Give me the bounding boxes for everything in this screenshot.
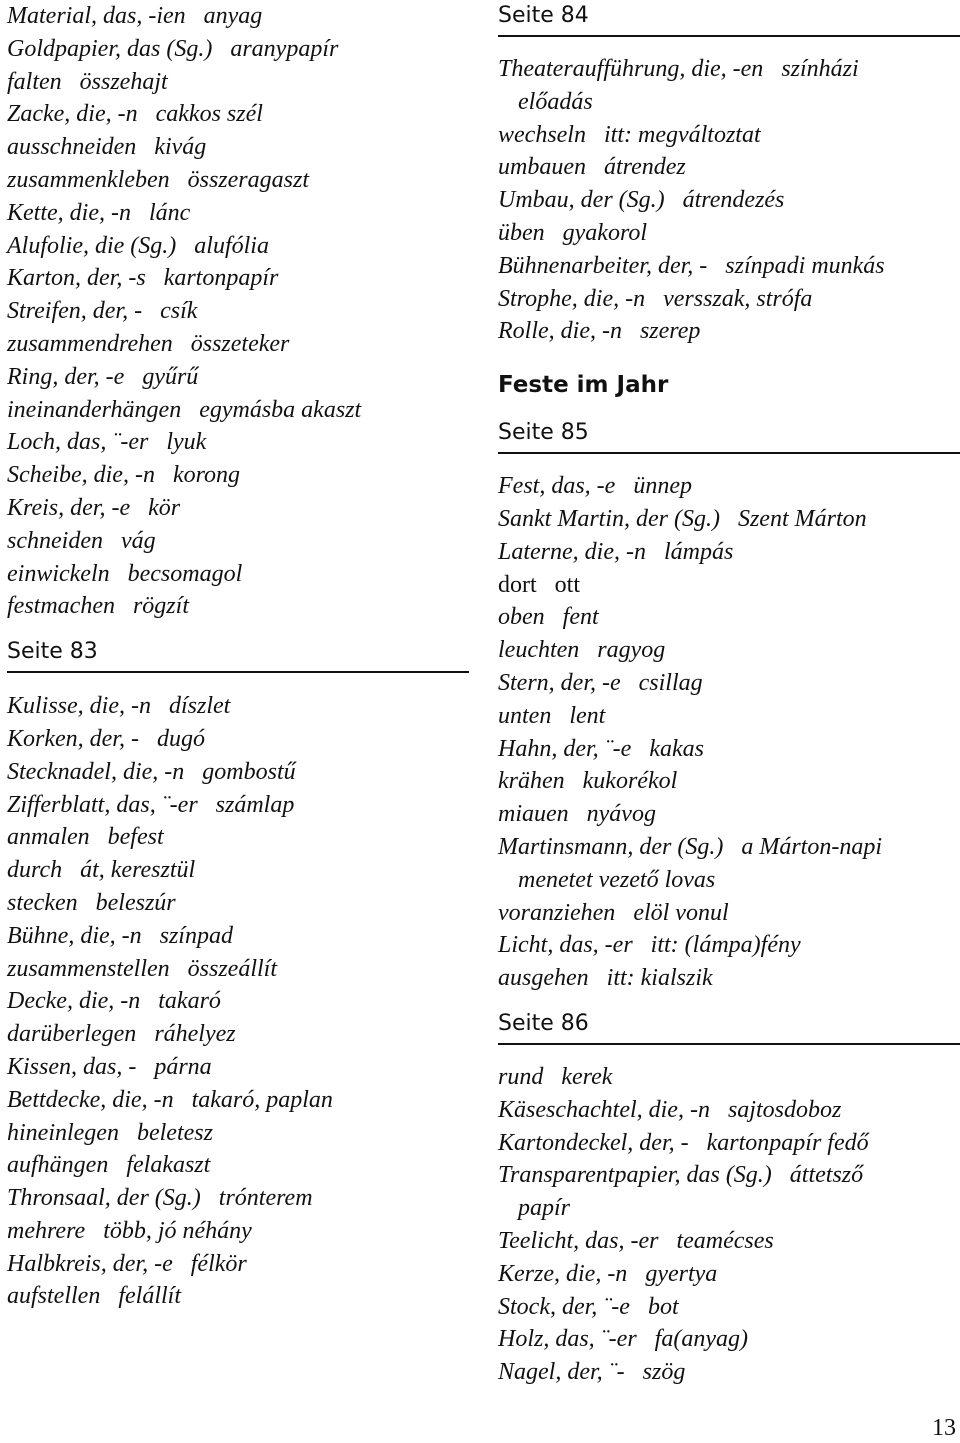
- vocab-entry: [498, 1258, 960, 1291]
- right-column: [498, 0, 960, 1389]
- german-term: rund: [498, 1063, 544, 1090]
- vocab-entry: [7, 1149, 469, 1182]
- vocab-entry: [7, 1248, 469, 1281]
- hungarian-translation: szerep: [639, 318, 701, 345]
- german-term: Streifen, der, -: [7, 298, 143, 325]
- vocab-entry: [7, 525, 469, 558]
- german-term: Kette, die, -n: [7, 199, 131, 226]
- german-term: Goldpapier, das (Sg.): [7, 35, 213, 62]
- hungarian-translation: beleszúr: [95, 889, 176, 916]
- vocab-entry: [498, 634, 960, 667]
- hungarian-translation: felállít: [118, 1283, 181, 1310]
- german-term: üben: [498, 219, 545, 246]
- german-term: zusammenkleben: [7, 166, 170, 193]
- hungarian-translation: rögzít: [132, 593, 189, 620]
- hungarian-translation: díszlet: [169, 693, 231, 720]
- german-term: Kartondeckel, der, -: [498, 1129, 689, 1156]
- hungarian-translation: itt: (lámpa)fény: [650, 932, 801, 959]
- hungarian-translation: összeállít: [187, 955, 277, 982]
- hungarian-translation: több, jó néhány: [103, 1217, 252, 1244]
- vocab-entry: [7, 854, 469, 887]
- german-term: Teelicht, das, -er: [498, 1227, 659, 1254]
- german-term: festmachen: [7, 593, 115, 620]
- german-term: darüberlegen: [7, 1021, 137, 1048]
- hungarian-translation: összeteker: [190, 330, 290, 357]
- hungarian-translation: át, keresztül: [80, 857, 196, 884]
- german-term: Sankt Martin, der (Sg.): [498, 505, 720, 532]
- german-term: Zacke, die, -n: [7, 101, 138, 128]
- hungarian-translation: kör: [148, 494, 181, 521]
- hungarian-translation: gyertya: [645, 1260, 718, 1287]
- left-column: [7, 0, 469, 1313]
- german-term: Theateraufführung, die, -en: [498, 56, 764, 82]
- vocab-entry: [7, 33, 469, 66]
- german-term: falten: [7, 68, 62, 95]
- hungarian-translation: teamécses: [676, 1227, 774, 1254]
- hungarian-translation: bot: [647, 1293, 679, 1320]
- german-term: Käseschachtel, die, -n: [498, 1096, 710, 1123]
- german-term: Halbkreis, der, -e: [7, 1250, 173, 1277]
- hungarian-translation: nyávog: [586, 801, 656, 828]
- hungarian-translation: korong: [172, 462, 241, 489]
- vocab-entry: [498, 1291, 960, 1324]
- vocab-entry: [7, 230, 469, 263]
- vocab-entry: [498, 503, 960, 536]
- hungarian-translation: kartonpapír fedő: [706, 1129, 869, 1156]
- hungarian-translation: versszak, strófa: [663, 285, 813, 312]
- vocab-entry: [7, 328, 469, 361]
- page-number: 13: [932, 1415, 956, 1441]
- hungarian-translation: aranypapír: [230, 35, 339, 62]
- vocab-entry: [498, 184, 960, 217]
- vocab-entry: [7, 690, 469, 723]
- hungarian-translation: csík: [160, 298, 198, 325]
- vocab-block: [498, 53, 960, 348]
- vocab-entry: [498, 1094, 960, 1127]
- german-term: Kulisse, die, -n: [7, 693, 151, 720]
- german-term: krähen: [498, 768, 565, 795]
- vocab-entry: [498, 217, 960, 250]
- vocab-entry: [7, 920, 469, 953]
- vocab-entry: [498, 601, 960, 634]
- vocab-entry: [7, 459, 469, 492]
- hungarian-translation: beletesz: [136, 1119, 213, 1146]
- german-term: Stock, der, ¨-e: [498, 1293, 630, 1320]
- german-term: Karton, der, -s: [7, 265, 146, 292]
- hungarian-translation: felakaszt: [126, 1152, 211, 1179]
- hungarian-translation: gyűrű: [142, 363, 199, 390]
- vocab-entry: [498, 1356, 960, 1389]
- vocab-entry: [7, 197, 469, 230]
- hungarian-translation: elöl vonul: [633, 899, 729, 926]
- german-term: miauen: [498, 801, 569, 828]
- vocab-entry: [7, 164, 469, 197]
- vocab-entry: [498, 250, 960, 283]
- german-term: Zifferblatt, das, ¨-er: [7, 791, 198, 818]
- vocab-entry: [498, 1061, 960, 1094]
- german-term: schneiden: [7, 527, 103, 554]
- german-term: mehrere: [7, 1217, 86, 1244]
- translation-continued: papír: [518, 1195, 571, 1222]
- german-term: Umbau, der (Sg.): [498, 187, 665, 214]
- vocab-entry: [7, 985, 469, 1018]
- vocab-entry: [498, 700, 960, 733]
- vocab-entry: [498, 765, 960, 798]
- vocab-entry: [498, 667, 960, 700]
- vocab-entry: [7, 953, 469, 986]
- hungarian-translation: kivág: [154, 134, 207, 161]
- hungarian-translation: ott: [554, 571, 581, 598]
- german-term: Stecknadel, die, -n: [7, 758, 185, 785]
- hungarian-translation: takaró, paplan: [191, 1086, 333, 1113]
- german-term: aufhängen: [7, 1152, 109, 1179]
- vocab-entry: [498, 315, 960, 348]
- german-term: umbauen: [498, 154, 586, 181]
- german-term: leuchten: [498, 637, 580, 664]
- hungarian-translation: számlap: [215, 791, 295, 818]
- vocab-entry: [7, 590, 469, 623]
- vocab-entry: [498, 119, 960, 152]
- hungarian-translation: egymásba akaszt: [199, 396, 362, 423]
- vocab-entry: [498, 1159, 960, 1192]
- german-term: Licht, das, -er: [498, 932, 633, 959]
- german-term: Rolle, die, -n: [498, 318, 622, 345]
- vocab-block: [498, 1061, 960, 1389]
- vocab-entry: [7, 558, 469, 591]
- vocab-entry: [498, 1192, 960, 1225]
- german-term: ausschneiden: [7, 134, 137, 161]
- vocab-entry: [7, 1084, 469, 1117]
- hungarian-translation: befest: [107, 824, 164, 851]
- vocab-entry: [498, 151, 960, 184]
- hungarian-translation: színpad: [159, 922, 233, 949]
- german-term: Laterne, die, -n: [498, 538, 646, 565]
- vocab-entry: [7, 262, 469, 295]
- hungarian-translation: párna: [154, 1053, 212, 1080]
- vocab-entry: [498, 1127, 960, 1160]
- vocab-entry: [498, 86, 960, 119]
- german-term: durch: [7, 857, 63, 884]
- german-term: Bühne, die, -n: [7, 922, 142, 949]
- vocab-entry: [7, 821, 469, 854]
- german-term: unten: [498, 702, 552, 729]
- vocab-entry: [7, 1280, 469, 1313]
- vocab-entry: [7, 131, 469, 164]
- chapter-heading: Feste im Jahr: [498, 372, 669, 399]
- vocab-entry: [7, 492, 469, 525]
- vocab-entry: [498, 798, 960, 831]
- hungarian-translation: fent: [562, 604, 599, 631]
- vocab-entry: [498, 1323, 960, 1356]
- hungarian-translation: csillag: [638, 669, 703, 696]
- german-term: aufstellen: [7, 1283, 101, 1310]
- german-term: Korken, der, -: [7, 725, 139, 752]
- hungarian-translation: lánc: [148, 199, 191, 226]
- vocab-entry: [498, 929, 960, 962]
- hungarian-translation: lámpás: [663, 538, 734, 565]
- hungarian-translation: összeragaszt: [187, 166, 309, 193]
- german-term: Alufolie, die (Sg.): [7, 232, 177, 259]
- vocab-entry: [498, 962, 960, 995]
- hungarian-translation: alufólia: [194, 232, 269, 259]
- german-term: Kreis, der, -e: [7, 494, 131, 521]
- section-heading-seite-86: Seite 86: [498, 1009, 960, 1045]
- vocab-entry: [7, 0, 469, 33]
- german-term: Decke, die, -n: [7, 988, 141, 1015]
- hungarian-translation: fa(anyag): [654, 1326, 748, 1353]
- vocab-entry: [498, 864, 960, 897]
- hungarian-translation: ragyog: [597, 637, 666, 664]
- hungarian-translation: gombostű: [202, 758, 296, 785]
- hungarian-translation: lent: [569, 702, 606, 729]
- hungarian-translation: a Márton-napi: [741, 833, 882, 860]
- vocab-block: [498, 470, 960, 995]
- vocab-entry: [7, 756, 469, 789]
- hungarian-translation: félkör: [190, 1250, 247, 1277]
- hungarian-translation: itt: kialszik: [606, 965, 713, 992]
- german-term: zusammendrehen: [7, 330, 173, 357]
- vocab-entry: [7, 723, 469, 756]
- hungarian-translation: takaró: [158, 988, 221, 1015]
- hungarian-translation: ünnep: [633, 473, 692, 500]
- vocab-entry: [498, 283, 960, 316]
- vocab-block: [7, 690, 469, 1313]
- german-term: dort: [498, 571, 537, 598]
- hungarian-translation: lyuk: [166, 429, 207, 456]
- german-term: einwickeln: [7, 560, 110, 587]
- vocab-entry: [498, 897, 960, 930]
- vocab-block: [7, 0, 469, 623]
- german-term: Transparentpapier, das (Sg.): [498, 1162, 772, 1189]
- german-term: Nagel, der, ¨-: [498, 1359, 625, 1386]
- hungarian-translation: átrendezés: [682, 187, 785, 214]
- hungarian-translation: színpadi munkás: [725, 252, 885, 279]
- hungarian-translation: szög: [642, 1359, 686, 1386]
- hungarian-translation: összehajt: [79, 68, 168, 95]
- german-term: Holz, das, ¨-er: [498, 1326, 637, 1353]
- vocab-entry: [7, 789, 469, 822]
- vocab-entry: [498, 1225, 960, 1258]
- translation-continued: előadás: [518, 88, 593, 115]
- hungarian-translation: trónterem: [218, 1185, 313, 1212]
- hungarian-translation: átrendez: [603, 154, 686, 181]
- vocab-entry: [7, 1051, 469, 1084]
- vocab-entry: [498, 733, 960, 766]
- translation-continued: menetet vezető lovas: [518, 866, 716, 893]
- german-term: Material, das, -ien: [7, 3, 186, 29]
- section-heading-seite-83: Seite 83: [7, 637, 469, 673]
- german-term: Loch, das, ¨-er: [7, 429, 149, 456]
- section-heading-seite-84: Seite 84: [498, 1, 960, 37]
- german-term: Fest, das, -e: [498, 473, 616, 500]
- hungarian-translation: Szent Márton: [737, 505, 867, 532]
- hungarian-translation: színházi: [781, 56, 859, 82]
- section-heading-seite-85: Seite 85: [498, 418, 960, 454]
- german-term: Ring, der, -e: [7, 363, 125, 390]
- german-term: Stern, der, -e: [498, 669, 621, 696]
- hungarian-translation: kukorékol: [582, 768, 678, 795]
- german-term: Hahn, der, ¨-e: [498, 735, 632, 762]
- german-term: Scheibe, die, -n: [7, 462, 155, 489]
- german-term: oben: [498, 604, 545, 631]
- german-term: anmalen: [7, 824, 90, 851]
- hungarian-translation: dugó: [156, 725, 205, 752]
- vocab-entry: [7, 361, 469, 394]
- vocab-entry: [7, 394, 469, 427]
- german-term: Martinsmann, der (Sg.): [498, 833, 724, 860]
- vocab-entry: [7, 66, 469, 99]
- hungarian-translation: vág: [120, 527, 156, 554]
- hungarian-translation: áttetsző: [789, 1162, 864, 1189]
- vocab-entry: [7, 98, 469, 131]
- german-term: zusammenstellen: [7, 955, 170, 982]
- german-term: voranziehen: [498, 899, 616, 926]
- vocab-entry: [498, 470, 960, 503]
- vocab-entry: [7, 1018, 469, 1051]
- german-term: wechseln: [498, 121, 586, 148]
- german-term: Bühnenarbeiter, der, -: [498, 252, 708, 279]
- german-term: stecken: [7, 889, 78, 916]
- german-term: Kerze, die, -n: [498, 1260, 628, 1287]
- vocab-entry: [7, 1215, 469, 1248]
- vocab-entry: [498, 53, 960, 86]
- hungarian-translation: becsomagol: [127, 560, 243, 587]
- hungarian-translation: kartonpapír: [163, 265, 279, 292]
- vocab-entry: [498, 831, 960, 864]
- german-term: Strophe, die, -n: [498, 285, 646, 312]
- german-term: Thronsaal, der (Sg.): [7, 1185, 201, 1212]
- vocab-entry: [7, 1182, 469, 1215]
- vocab-entry: [498, 569, 960, 602]
- hungarian-translation: gyakorol: [562, 219, 648, 246]
- german-term: ausgehen: [498, 965, 589, 992]
- hungarian-translation: kerek: [561, 1063, 613, 1090]
- hungarian-translation: anyag: [203, 3, 263, 29]
- german-term: hineinlegen: [7, 1119, 119, 1146]
- vocab-entry: [498, 536, 960, 569]
- hungarian-translation: itt: megváltoztat: [603, 121, 761, 148]
- hungarian-translation: ráhelyez: [154, 1021, 236, 1048]
- german-term: Bettdecke, die, -n: [7, 1086, 174, 1113]
- hungarian-translation: sajtosdoboz: [727, 1096, 842, 1123]
- hungarian-translation: cakkos szél: [155, 101, 263, 128]
- vocab-entry: [7, 426, 469, 459]
- german-term: ineinanderhängen: [7, 396, 182, 423]
- hungarian-translation: kakas: [649, 735, 704, 762]
- vocab-entry: [7, 295, 469, 328]
- german-term: Kissen, das, -: [7, 1053, 137, 1080]
- vocab-entry: [7, 1117, 469, 1150]
- vocab-entry: [7, 887, 469, 920]
